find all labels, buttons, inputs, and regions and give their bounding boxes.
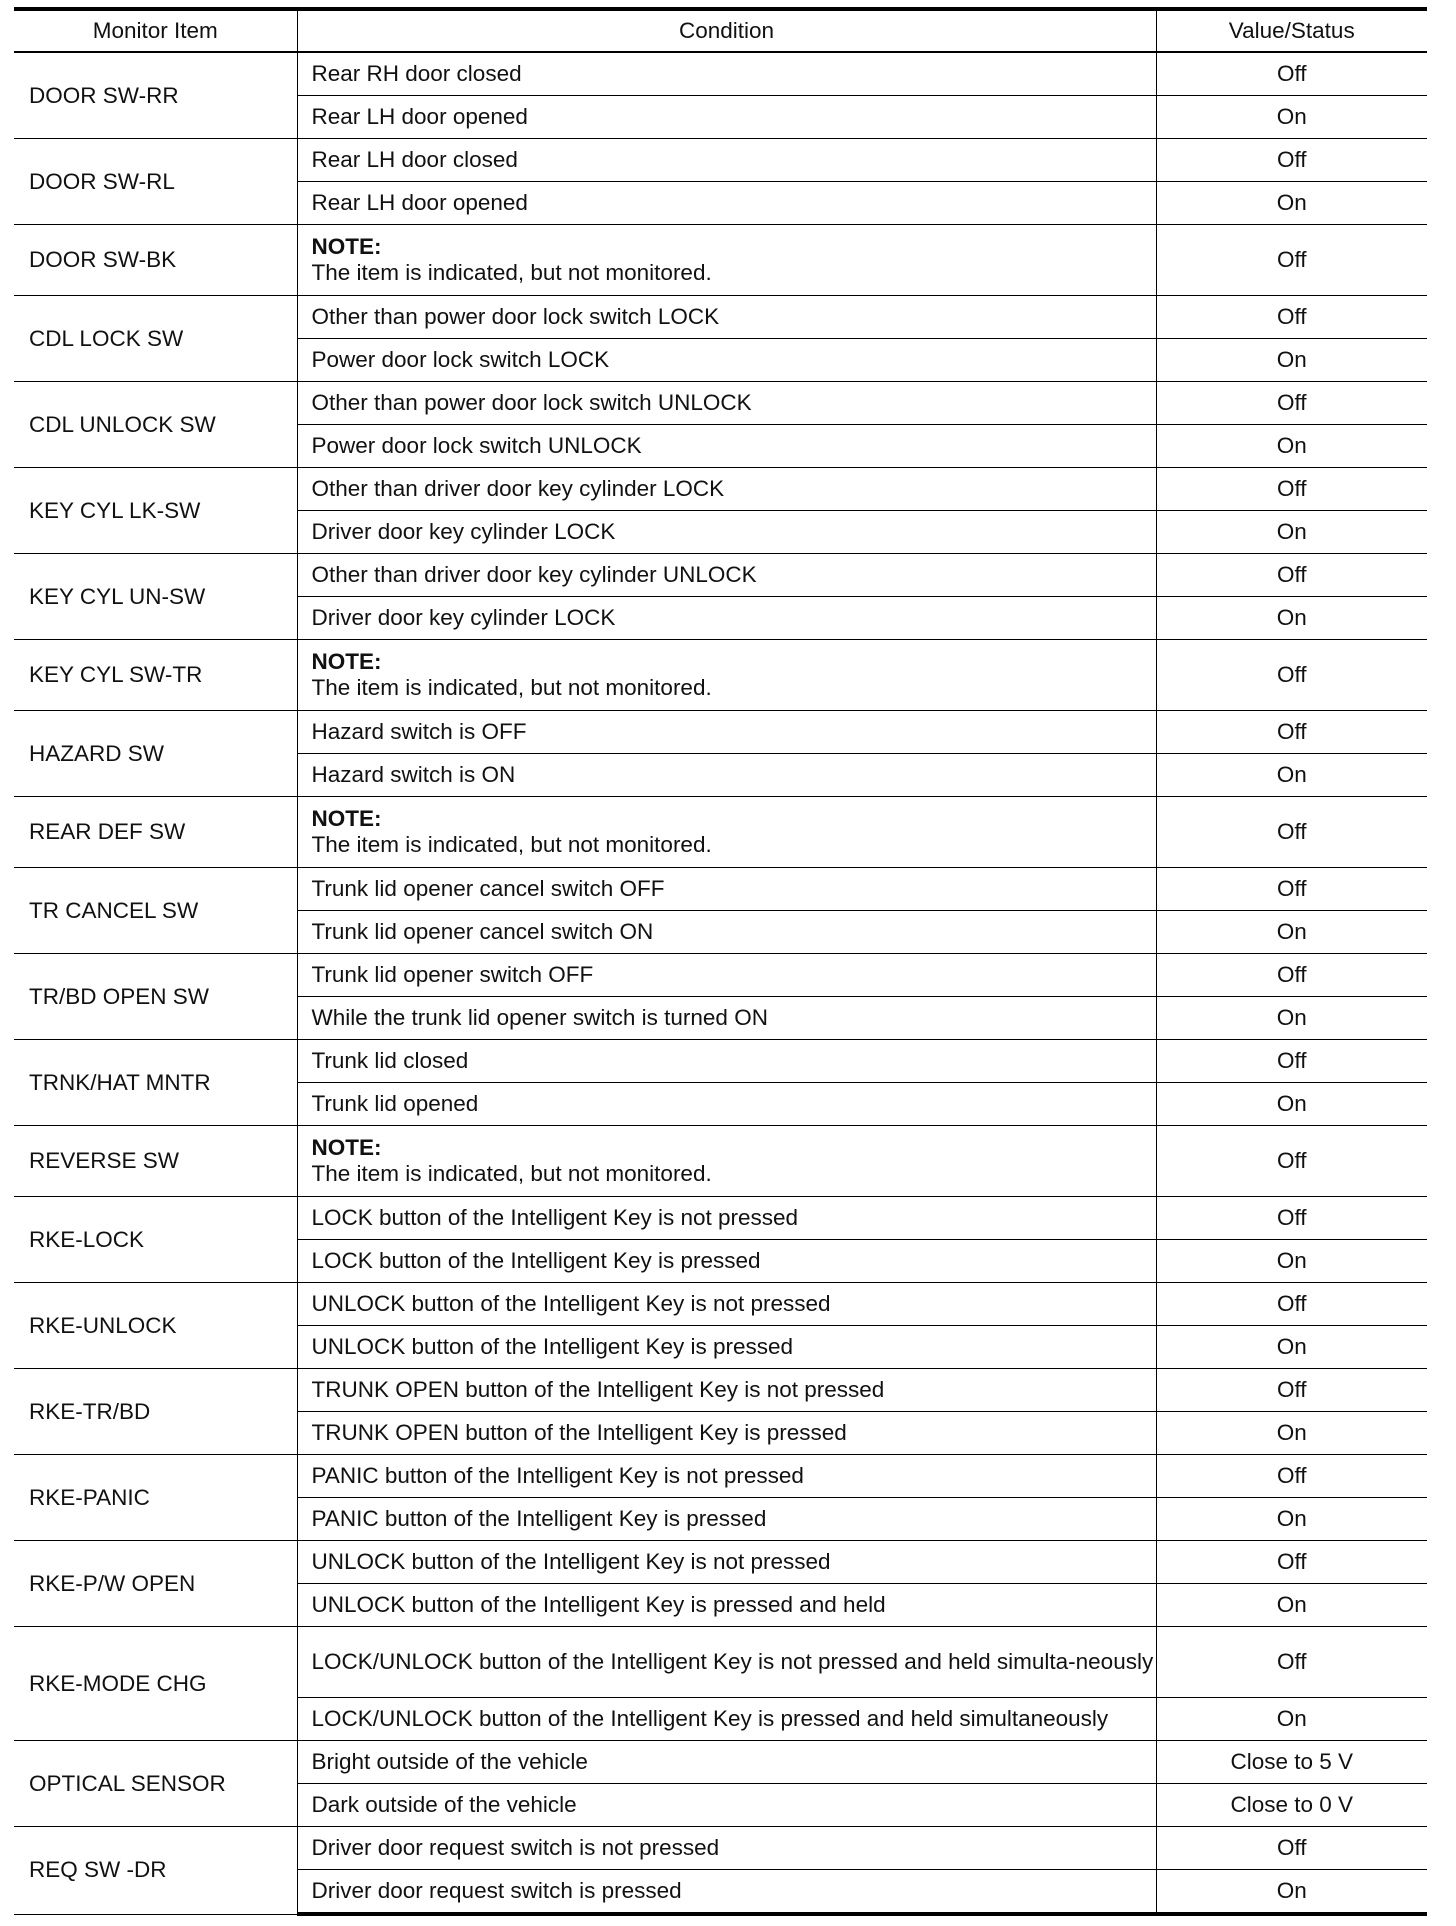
condition-text: Trunk lid opener switch OFF <box>297 954 1156 997</box>
value-status: Off <box>1156 1627 1427 1698</box>
table-row <box>14 640 1427 711</box>
value-status: Off <box>1156 139 1427 182</box>
value-status: Off <box>1156 954 1427 997</box>
value-status: Off <box>1156 468 1427 511</box>
condition-text: Bright outside of the vehicle <box>297 1741 1156 1784</box>
monitor-item-name: OPTICAL SENSOR <box>14 1741 297 1827</box>
table-row <box>14 1827 1427 1870</box>
monitor-item-name: RKE-PANIC <box>14 1455 297 1541</box>
condition-text: TRUNK OPEN button of the Intelligent Key is pressed <box>297 1412 1156 1455</box>
value-status: Off <box>1156 1283 1427 1326</box>
condition-text: Trunk lid closed <box>297 1040 1156 1083</box>
monitor-item-name: HAZARD SW <box>14 711 297 797</box>
note-label: NOTE: <box>311 649 382 674</box>
note-label: NOTE: <box>311 234 382 259</box>
value-status: Off <box>1156 711 1427 754</box>
condition-text: Driver door request switch is pressed <box>297 1870 1156 1915</box>
monitor-item-name: DOOR SW-BK <box>14 225 297 296</box>
condition-text: UNLOCK button of the Intelligent Key is pressed <box>297 1326 1156 1369</box>
condition-note <box>297 640 1156 711</box>
condition-text: LOCK button of the Intelligent Key is not pressed <box>297 1197 1156 1240</box>
value-status: Off <box>1156 52 1427 96</box>
condition-text: Rear LH door closed <box>297 139 1156 182</box>
monitor-item-name: CDL UNLOCK SW <box>14 382 297 468</box>
value-status: On <box>1156 1584 1427 1627</box>
value-status: On <box>1156 1498 1427 1541</box>
monitor-item-name: REAR DEF SW <box>14 797 297 868</box>
condition-text: Rear LH door opened <box>297 96 1156 139</box>
table-row <box>14 1627 1427 1698</box>
value-status: Off <box>1156 1197 1427 1240</box>
monitor-item-name: REVERSE SW <box>14 1126 297 1197</box>
table-header-row <box>14 9 1427 52</box>
monitor-item-name: KEY CYL LK-SW <box>14 468 297 554</box>
note-text: The item is indicated, but not monitored. <box>311 1161 712 1186</box>
value-status: On <box>1156 1083 1427 1126</box>
monitor-item-name: KEY CYL SW-TR <box>14 640 297 711</box>
condition-text: Driver door key cylinder LOCK <box>297 511 1156 554</box>
value-status: Close to 5 V <box>1156 1741 1427 1784</box>
value-status: Off <box>1156 1126 1427 1197</box>
value-status: On <box>1156 1412 1427 1455</box>
value-status: Off <box>1156 225 1427 296</box>
value-status: On <box>1156 754 1427 797</box>
condition-note <box>297 797 1156 868</box>
value-status: On <box>1156 425 1427 468</box>
value-status: On <box>1156 1698 1427 1741</box>
value-status: On <box>1156 96 1427 139</box>
value-status: On <box>1156 911 1427 954</box>
table-row <box>14 1369 1427 1412</box>
condition-text: Other than driver door key cylinder LOCK <box>297 468 1156 511</box>
table-row <box>14 554 1427 597</box>
monitor-item-name: RKE-LOCK <box>14 1197 297 1283</box>
condition-text: UNLOCK button of the Intelligent Key is pressed and held <box>297 1584 1156 1627</box>
note-text: The item is indicated, but not monitored. <box>311 832 712 857</box>
monitor-item-name: RKE-UNLOCK <box>14 1283 297 1369</box>
table-row <box>14 711 1427 754</box>
monitor-item-name: RKE-TR/BD <box>14 1369 297 1455</box>
monitor-item-name: KEY CYL UN-SW <box>14 554 297 640</box>
value-status: Off <box>1156 640 1427 711</box>
table-row <box>14 382 1427 425</box>
condition-text: Trunk lid opener cancel switch ON <box>297 911 1156 954</box>
value-status: On <box>1156 1326 1427 1369</box>
value-status: Off <box>1156 1369 1427 1412</box>
value-status: On <box>1156 1870 1427 1915</box>
condition-text: Other than power door lock switch LOCK <box>297 296 1156 339</box>
condition-text: Rear LH door opened <box>297 182 1156 225</box>
monitor-item-name: TRNK/HAT MNTR <box>14 1040 297 1126</box>
header-monitor-item: Monitor Item <box>14 9 297 52</box>
condition-text: While the trunk lid opener switch is turned ON <box>297 997 1156 1040</box>
value-status: On <box>1156 511 1427 554</box>
table-row <box>14 225 1427 296</box>
monitor-item-name: DOOR SW-RR <box>14 52 297 139</box>
condition-text: Hazard switch is OFF <box>297 711 1156 754</box>
condition-text: Power door lock switch UNLOCK <box>297 425 1156 468</box>
condition-text: Dark outside of the vehicle <box>297 1784 1156 1827</box>
header-condition: Condition <box>297 9 1156 52</box>
condition-text: Rear RH door closed <box>297 52 1156 96</box>
table-row <box>14 52 1427 96</box>
monitor-item-name: REQ SW -DR <box>14 1827 297 1915</box>
condition-text: LOCK/UNLOCK button of the Intelligent Key is not pressed and held simulta-neously <box>297 1627 1156 1698</box>
condition-text: PANIC button of the Intelligent Key is pressed <box>297 1498 1156 1541</box>
header-value-status: Value/Status <box>1156 9 1427 52</box>
condition-text: Other than driver door key cylinder UNLOCK <box>297 554 1156 597</box>
table-row <box>14 1741 1427 1784</box>
note-text: The item is indicated, but not monitored. <box>311 675 712 700</box>
monitor-item-name: TR/BD OPEN SW <box>14 954 297 1040</box>
monitor-item-name: DOOR SW-RL <box>14 139 297 225</box>
monitor-item-name: RKE-MODE CHG <box>14 1627 297 1741</box>
table-row <box>14 797 1427 868</box>
condition-text: Driver door request switch is not pressed <box>297 1827 1156 1870</box>
value-status: On <box>1156 997 1427 1040</box>
table-row <box>14 954 1427 997</box>
value-status: Off <box>1156 296 1427 339</box>
value-status: Off <box>1156 1040 1427 1083</box>
monitor-item-name: CDL LOCK SW <box>14 296 297 382</box>
table-row <box>14 1455 1427 1498</box>
condition-note <box>297 225 1156 296</box>
value-status: Off <box>1156 1455 1427 1498</box>
value-status: Off <box>1156 554 1427 597</box>
value-status: Off <box>1156 868 1427 911</box>
condition-text: Trunk lid opened <box>297 1083 1156 1126</box>
condition-text: Other than power door lock switch UNLOCK <box>297 382 1156 425</box>
monitor-table-container <box>14 7 1427 1916</box>
value-status: Off <box>1156 797 1427 868</box>
table-row <box>14 139 1427 182</box>
table-row <box>14 468 1427 511</box>
value-status: Off <box>1156 382 1427 425</box>
note-label: NOTE: <box>311 806 382 831</box>
note-label: NOTE: <box>311 1135 382 1160</box>
condition-text: LOCK/UNLOCK button of the Intelligent Key is pressed and held simultaneously <box>297 1698 1156 1741</box>
condition-text: TRUNK OPEN button of the Intelligent Key is not pressed <box>297 1369 1156 1412</box>
table-row <box>14 1040 1427 1083</box>
condition-text: Driver door key cylinder LOCK <box>297 597 1156 640</box>
value-status: Off <box>1156 1541 1427 1584</box>
condition-text: UNLOCK button of the Intelligent Key is not pressed <box>297 1541 1156 1584</box>
condition-text: Power door lock switch LOCK <box>297 339 1156 382</box>
condition-text: PANIC button of the Intelligent Key is not pressed <box>297 1455 1156 1498</box>
table-row <box>14 1541 1427 1584</box>
note-text: The item is indicated, but not monitored. <box>311 260 712 285</box>
table-row <box>14 1197 1427 1240</box>
table-row <box>14 1126 1427 1197</box>
monitor-item-name: TR CANCEL SW <box>14 868 297 954</box>
table-body <box>14 52 1427 1914</box>
condition-text: UNLOCK button of the Intelligent Key is not pressed <box>297 1283 1156 1326</box>
value-status: On <box>1156 1240 1427 1283</box>
monitor-item-table <box>14 7 1427 1916</box>
condition-note <box>297 1126 1156 1197</box>
table-row <box>14 1283 1427 1326</box>
value-status: On <box>1156 182 1427 225</box>
condition-text: Hazard switch is ON <box>297 754 1156 797</box>
condition-text: Trunk lid opener cancel switch OFF <box>297 868 1156 911</box>
value-status: On <box>1156 339 1427 382</box>
table-row <box>14 296 1427 339</box>
value-status: Off <box>1156 1827 1427 1870</box>
condition-text: LOCK button of the Intelligent Key is pressed <box>297 1240 1156 1283</box>
value-status: Close to 0 V <box>1156 1784 1427 1827</box>
value-status: On <box>1156 597 1427 640</box>
table-row <box>14 868 1427 911</box>
monitor-item-name: RKE-P/W OPEN <box>14 1541 297 1627</box>
